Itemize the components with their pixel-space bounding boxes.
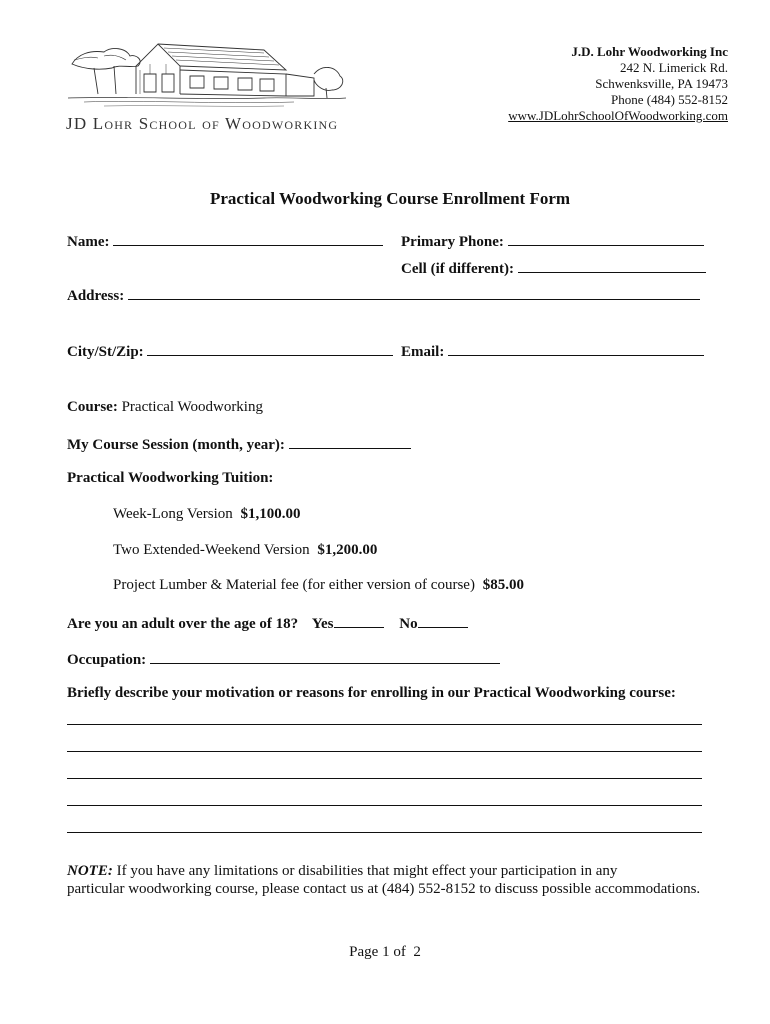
course-value: Practical Woodworking: [121, 399, 263, 415]
website-link[interactable]: www.JDLohrSchoolOfWoodworking.com: [508, 108, 728, 123]
motivation-line-4[interactable]: [67, 805, 702, 806]
note-line-1: [67, 863, 617, 880]
course-label: Course:: [67, 399, 118, 415]
address-field[interactable]: [128, 285, 700, 300]
course-row: [67, 399, 263, 416]
primary-phone-label: Primary Phone:: [401, 234, 504, 250]
cell-row: [401, 258, 706, 278]
note-text-1: If you have any limitations or disabilities that might effect your participation in any: [116, 863, 618, 879]
cell-field[interactable]: [518, 258, 706, 273]
material-fee-price: $85.00: [482, 577, 524, 593]
cell-label: Cell (if different):: [401, 261, 515, 277]
email-field[interactable]: [448, 341, 704, 356]
occupation-field[interactable]: [150, 649, 500, 664]
week-long-row: [113, 506, 301, 523]
primary-phone-row: [401, 231, 704, 251]
name-label: Name:: [67, 234, 110, 250]
name-field[interactable]: [113, 231, 383, 246]
occupation-row: [67, 649, 500, 669]
form-title: Practical Woodworking Course Enrollment Form: [209, 189, 571, 208]
session-field[interactable]: [289, 434, 411, 449]
city-field[interactable]: [147, 341, 393, 356]
no-field[interactable]: [418, 613, 468, 628]
motivation-line-1[interactable]: [67, 724, 702, 725]
week-long-price: $1,100.00: [240, 506, 301, 522]
yes-field[interactable]: [334, 613, 384, 628]
city-label: City/St/Zip:: [67, 344, 144, 360]
barn-logo-illustration: [64, 34, 349, 112]
adult-question-row: [67, 613, 468, 633]
material-fee-row: [113, 577, 524, 594]
page-number: Page 1 of 2: [349, 944, 421, 960]
weekend-label: Two Extended-Weekend Version: [113, 542, 310, 558]
material-fee-label: Project Lumber & Material fee (for either version of course): [113, 577, 475, 593]
motivation-line-2[interactable]: [67, 751, 702, 752]
address-label: Address:: [67, 288, 125, 304]
motivation-line-3[interactable]: [67, 778, 702, 779]
city-state-zip: Schwenksville, PA 19473: [595, 76, 728, 91]
week-long-label: Week-Long Version: [113, 506, 233, 522]
no-label: No: [399, 616, 418, 632]
tuition-heading: Practical Woodworking Tuition:: [67, 470, 274, 486]
school-name: JD Lohr School of Woodworking: [66, 114, 339, 133]
primary-phone-field[interactable]: [508, 231, 704, 246]
name-row: [67, 231, 383, 251]
note-text-2: particular woodworking course, please contact us at (484) 552-8152 to discuss possible accommodations.: [67, 881, 701, 897]
email-row: [401, 341, 704, 361]
motivation-prompt: Briefly describe your motivation or reasons for enrolling in our Practical Woodworking course:: [67, 685, 676, 701]
company-address-block: [508, 44, 728, 124]
session-label: My Course Session (month, year):: [67, 437, 285, 453]
email-label: Email:: [401, 344, 445, 360]
city-row: [67, 341, 393, 361]
street-address: 242 N. Limerick Rd.: [620, 60, 728, 75]
motivation-line-5[interactable]: [67, 832, 702, 833]
weekend-row: [113, 542, 377, 559]
note-label: NOTE:: [67, 863, 113, 879]
company-name: J.D. Lohr Woodworking Inc: [571, 44, 728, 59]
occupation-label: Occupation:: [67, 652, 147, 668]
address-row: [67, 285, 700, 305]
phone-number: Phone (484) 552-8152: [611, 92, 728, 107]
weekend-price: $1,200.00: [317, 542, 378, 558]
adult-question-label: Are you an adult over the age of 18?: [67, 616, 299, 632]
session-row: [67, 434, 411, 454]
yes-label: Yes: [311, 616, 334, 632]
